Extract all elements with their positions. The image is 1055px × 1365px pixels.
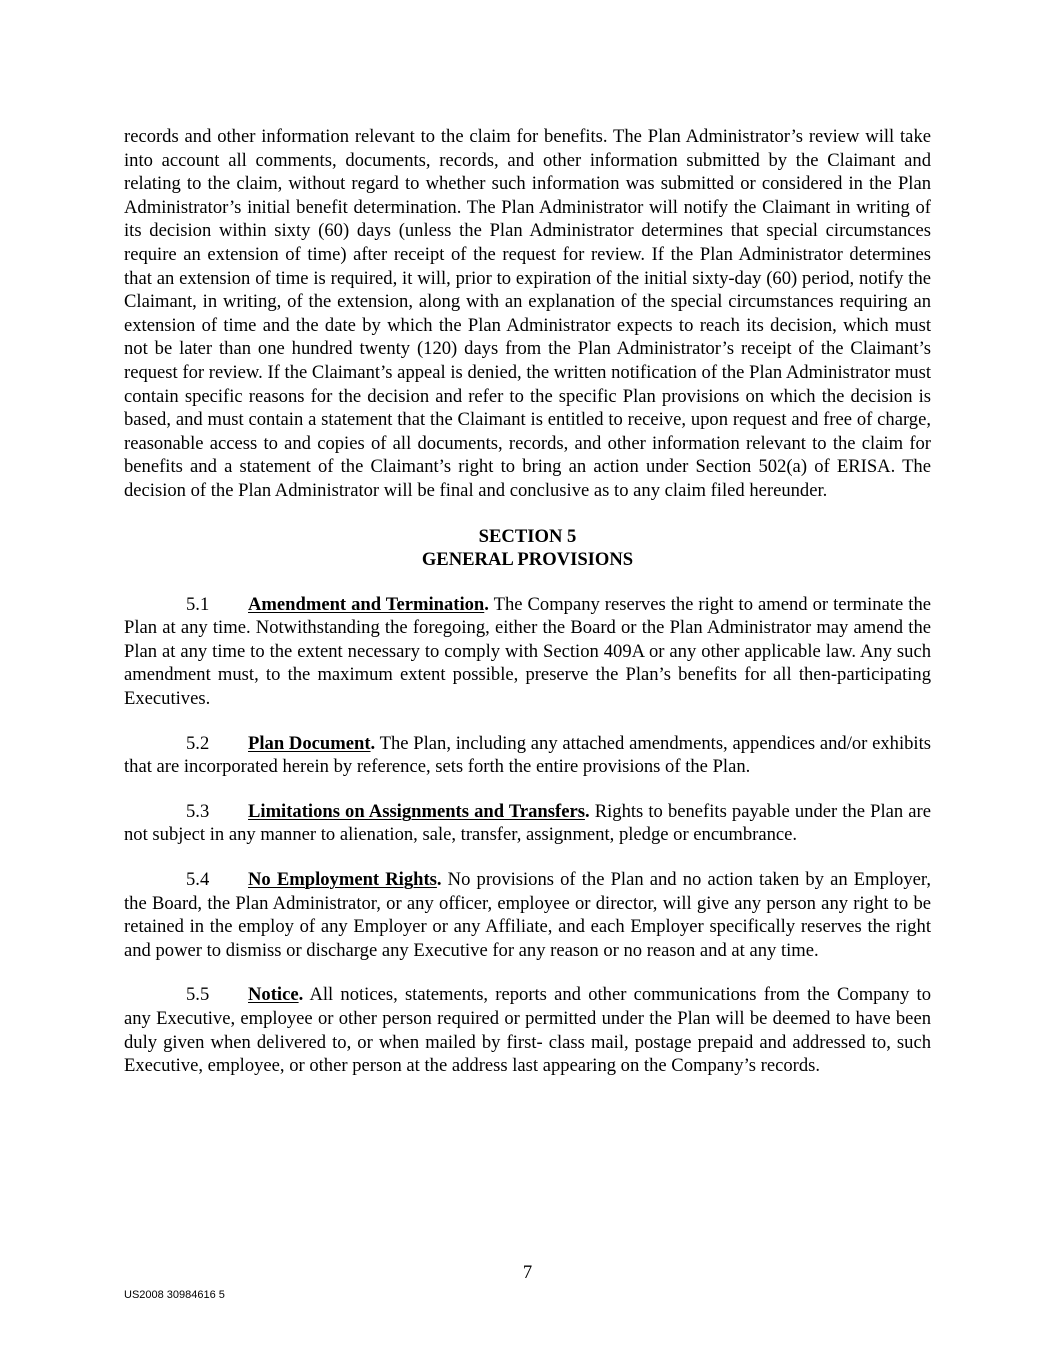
clause-heading-punct: . [298,984,304,1006]
clause-5-5 [124,983,931,1077]
clause-heading: Plan Document [248,732,371,754]
clause-body: No provisions of the Plan and no action taken by an Employer, the Board, the Plan Administrator, or any officer, employee or director, will give any person any right to be retained in the employ of any Employer or any Affiliate, and each Employer specifically reserves the right and power to dismiss or discharge any Executive for any reason or no reason and at any time. [124,869,931,961]
clause-5-3 [124,800,931,847]
section-heading [124,525,931,572]
footer-document-id: US2008 30984616 5 [124,1289,225,1301]
clause-heading: No Employment Rights [248,869,437,891]
continuation-paragraph: records and other information relevant to the claim for benefits. The Plan Administrator’s review will take into account all comments, documents, records, and other information submitted by the Claimant and relating to the claim, without regard to whether such information was submitted or considered in the Plan Administrator’s initial benefit determination. The Plan Administrator will notify the Claimant in writing of its decision within sixty (60) days (unless the Plan Administrator determines that special circumstances require an extension of time) after receipt of the request for review. If the Plan Administrator determines that an extension of time is required, it will, prior to expiration of the initial sixty-day (60) period, notify the Claimant, in writing, of the extension, along with an explanation of the special circumstances requiring an extension of time and the date by which the Plan Administrator expects to reach its decision, which must not be later than one hundred twenty (120) days from the Plan Administrator’s receipt of the Claimant’s request for review. If the Claimant’s appeal is denied, the written notification of the Plan Administrator must contain specific reasons for the decision and refer to the specific Plan provisions on which the decision is based, and must contain a statement that the Claimant is entitled to receive, upon request and free of charge, reasonable access to and copies of all documents, records, and other information relevant to the claim for benefits and a statement of the Claimant’s right to bring an action under Section 502(a) of ERISA. The decision of the Plan Administrator will be final and conclusive as to any claim filed hereunder. [124,126,931,501]
clause-heading-punct: . [584,800,590,822]
clause-number: 5.4 [186,869,210,891]
clause-heading-punct: . [436,869,442,891]
document-page [124,125,931,1099]
clause-heading: Amendment and Termination [248,593,485,615]
clause-5-2 [124,732,931,779]
clause-heading: Limitations on Assignments and Transfers [248,800,585,822]
section-number: SECTION 5 [478,525,577,547]
clause-number: 5.1 [186,593,210,615]
clause-body: All notices, statements, reports and other communications from the Company to any Executive, employee or other person required or permitted under the Plan will be deemed to have been duly given when delivered to, or when mailed by first- class mail, postage prepaid and addressed to, such Executive, employee, or other person at the address last appearing on the Company’s records. [124,984,931,1077]
clause-body: The Plan, including any attached amendments, appendices and/or exhibits that are incorporated herein by reference, sets forth the entire provisions of the Plan. [124,732,931,778]
page-number: 7 [522,1262,533,1283]
section-title: GENERAL PROVISIONS [421,549,634,571]
clause-number: 5.2 [186,732,210,754]
clause-heading-punct: . [484,593,489,615]
clause-5-4 [124,868,931,962]
clause-number: 5.3 [186,800,210,822]
clause-body: Rights to benefits payable under the Plan are not subject in any manner to alienation, sale, transfer, assignment, pledge or encumbrance. [124,800,931,846]
clause-5-1 [124,593,931,711]
clause-heading-punct: . [370,732,376,754]
clause-body: The Company reserves the right to amend or terminate the Plan at any time. Notwithstanding the foregoing, either the Board or the Plan Administrator may amend the Plan at any time to the extent necessary to comply with Section 409A or any other applicable law. Any such amendment must, to the maximum extent possible, preserve the Plan’s benefits for all then-participating Executives. [124,593,931,710]
clause-heading: Notice [248,984,299,1006]
clause-number: 5.5 [186,984,210,1006]
